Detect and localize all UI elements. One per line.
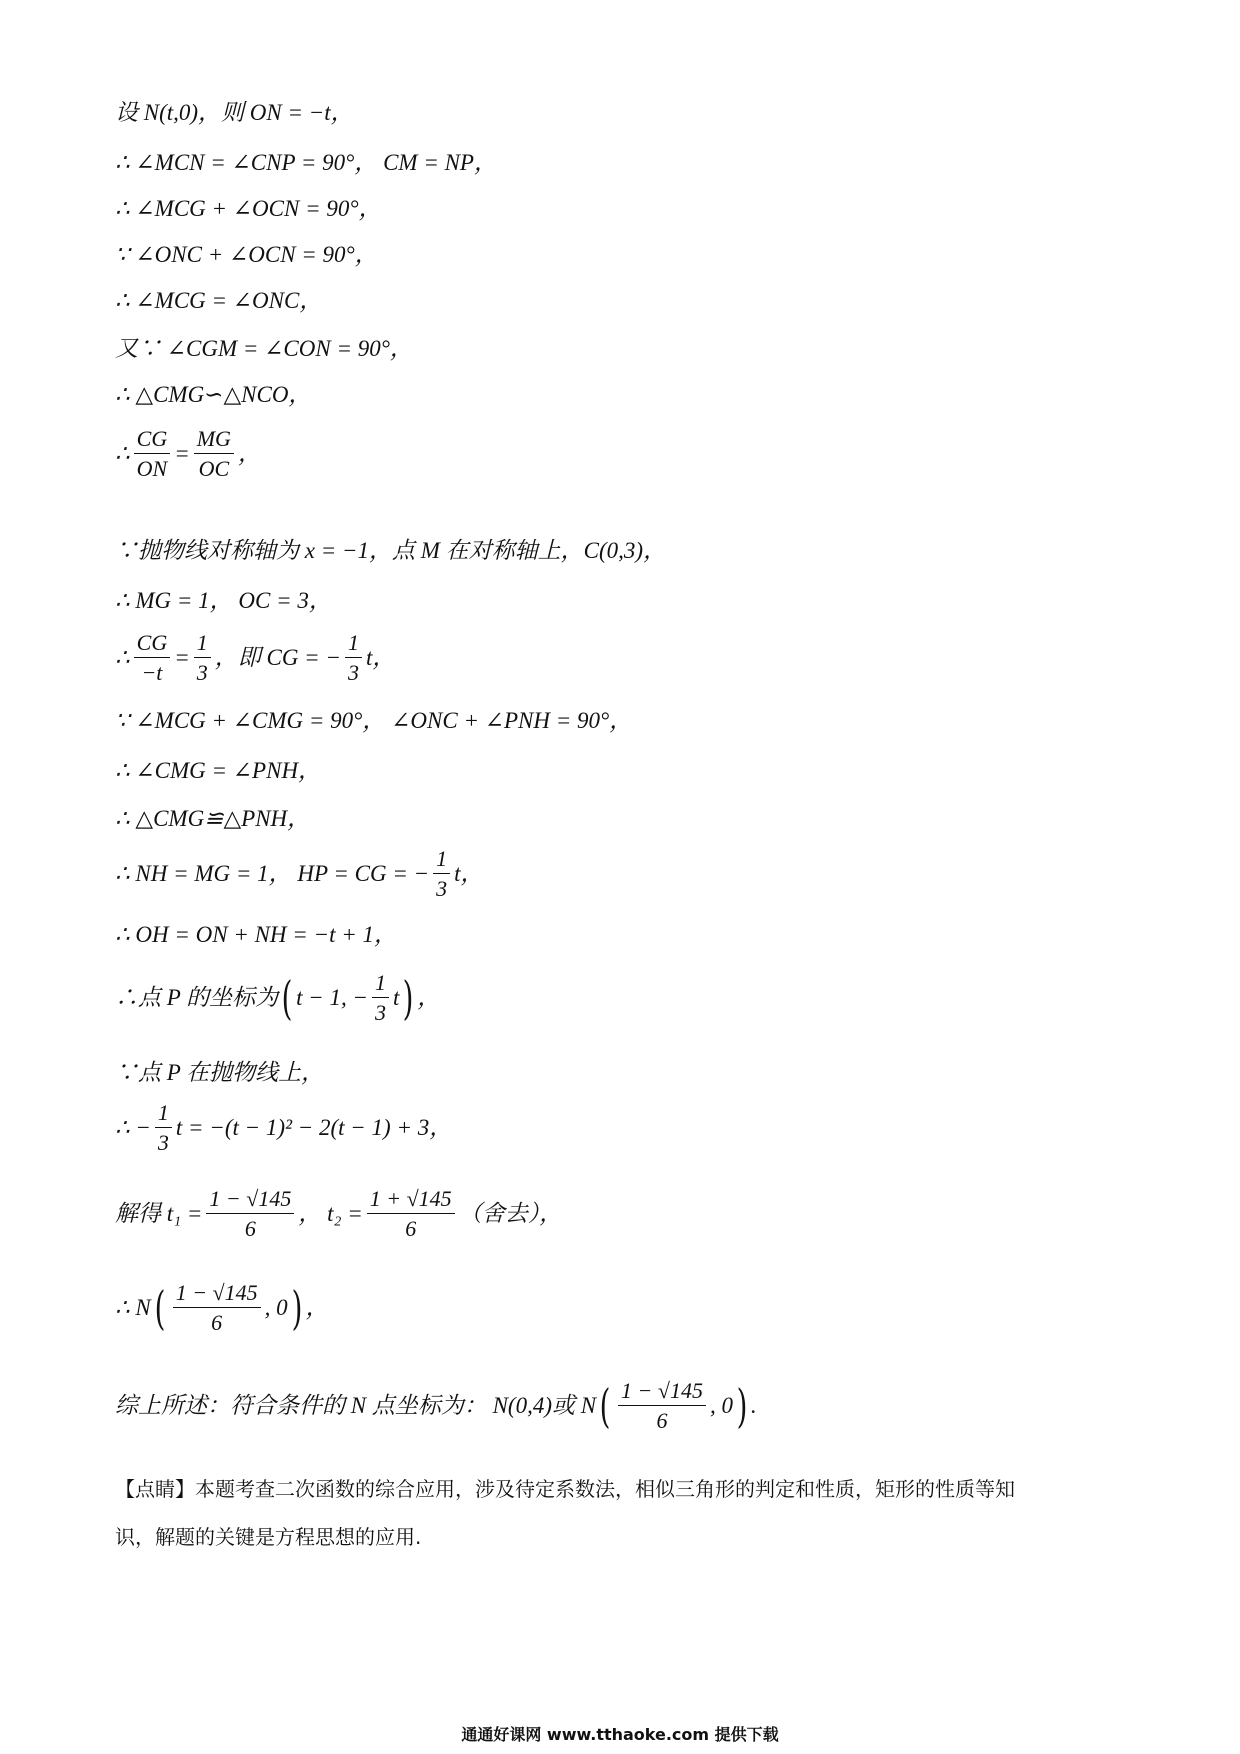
solution-line-22: 综上所述：符合条件的 N 点坐标为： N(0,4)或 N ( $\frac{1 - √145}{6}$ , 0 ) . <box>115 1378 757 1433</box>
solution-line-19: ∴ − $\frac{1}{3}$ t = −(t − 1)² − 2(t − 1) + 3， <box>115 1100 453 1155</box>
solution-line-7: ∴ △CMG∽△NCO， <box>115 382 312 407</box>
solution-line-14: ∴ △CMG≌△PNH， <box>115 806 311 831</box>
fraction: $\frac{1 - √145}{6}$ <box>206 1186 294 1242</box>
solution-line-5: ∴ ∠MCG = ∠ONC， <box>115 288 323 313</box>
fraction: $\frac{1 - √145}{6}$ <box>618 1378 706 1434</box>
solution-line-2: ∴ ∠MCN = ∠CNP = 90°， CM = NP， <box>115 150 497 175</box>
fraction: $\frac{1 + √145}{6}$ <box>367 1186 455 1242</box>
fraction: $\frac{1}{3}$ <box>433 846 450 902</box>
solution-line-15: ∴ NH = MG = 1， HP = CG = − $\frac{1}{3}$ t， <box>115 846 484 901</box>
solution-line-10: ∴ MG = 1， OC = 3， <box>115 588 332 613</box>
solution-line-8: ∴ $\frac{CG}{ON}$ = $\frac{MG}{OC}$ ， <box>115 426 261 481</box>
solution-line-20: 解得 t₁ = $\frac{1 - √145}{6}$ ， t₂ = $\frac{1 + √145}{6}$ （舍去）， <box>115 1186 563 1241</box>
solution-line-13: ∴ ∠CMG = ∠PNH， <box>115 758 322 783</box>
solution-line-9: ∵抛物线对称轴为 x = −1，点 M 在对称轴上，C(0,3)， <box>115 538 667 563</box>
left-paren: ( <box>599 1379 611 1433</box>
fraction: $\frac{CG}{-t}$ <box>134 630 171 686</box>
solution-line-6: 又∵ ∠CGM = ∠CON = 90°， <box>115 336 413 361</box>
solution-line-17: ∴点 P 的坐标为 ( t − 1, − $\frac{1}{3}$ t ) ， <box>115 970 441 1025</box>
left-paren: ( <box>154 1281 166 1335</box>
solution-line-1: 设 N(t,0)，则 ON = −t， <box>115 100 354 125</box>
right-paren: ) <box>403 971 414 1025</box>
right-paren: ) <box>736 1379 748 1433</box>
fraction: $\frac{1}{3}$ <box>345 630 362 686</box>
fraction: $\frac{1}{3}$ <box>372 970 389 1026</box>
left-paren: ( <box>281 971 293 1025</box>
solution-line-12: ∵ ∠MCG + ∠CMG = 90°， ∠ONC + ∠PNH = 90°， <box>115 708 633 733</box>
fraction: $\frac{1 - √145}{6}$ <box>173 1280 261 1336</box>
fraction: $\frac{1}{3}$ <box>194 630 211 686</box>
solution-line-18: ∵点 P 在抛物线上， <box>115 1060 325 1085</box>
solution-line-16: ∴ OH = ON + NH = −t + 1， <box>115 922 397 947</box>
fraction: $\frac{CG}{ON}$ <box>134 426 171 482</box>
solution-line-21: ∴ N ( $\frac{1 - √145}{6}$ , 0 ) ， <box>115 1280 329 1335</box>
fraction: $\frac{MG}{OC}$ <box>194 426 234 482</box>
solution-line-4: ∵ ∠ONC + ∠OCN = 90°， <box>115 242 378 267</box>
comment-line-2: 识，解题的关键是方程思想的应用. <box>115 1525 422 1549</box>
fraction: $\frac{1}{3}$ <box>155 1100 172 1156</box>
comment-line-1: 【点睛】本题考查二次函数的综合应用，涉及待定系数法，相似三角形的判定和性质，矩形的性质等知 <box>115 1477 1015 1501</box>
solution-line-11: ∴ $\frac{CG}{-t}$ = $\frac{1}{3}$ ，即 CG = − $\frac{1}{3}$ t， <box>115 630 396 685</box>
solution-line-3: ∴ ∠MCG + ∠OCN = 90°， <box>115 196 382 221</box>
right-paren: ) <box>291 1281 302 1335</box>
footer-watermark: 通通好课网 www.tthaoke.com 提供下载 <box>461 1725 779 1744</box>
